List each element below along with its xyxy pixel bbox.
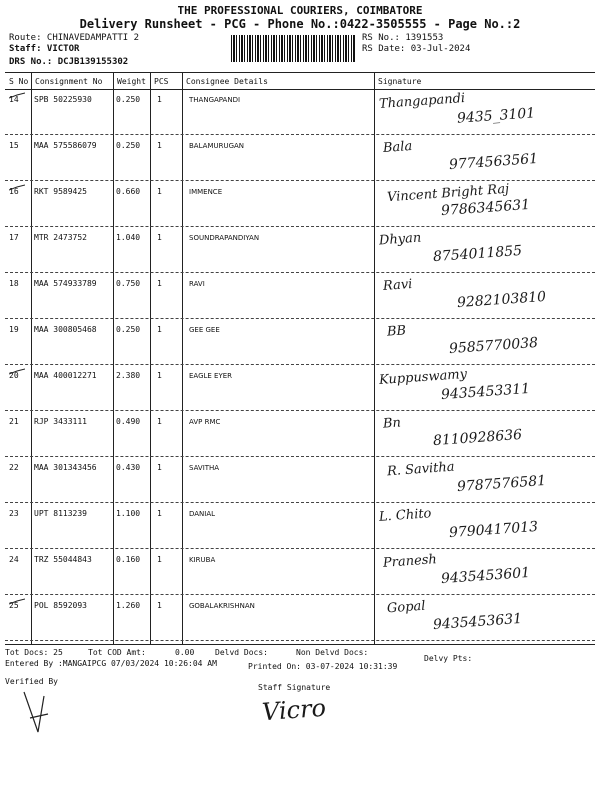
staff-label: Staff: VICTOR [9,44,80,54]
row-weight: 0.250 [116,325,141,334]
entered-by: Entered By :MANGAIPCG 07/03/2024 10:26:04 AM [5,659,217,668]
table-row [5,274,595,319]
row-separator [5,134,595,135]
row-consignee: AVP RMC [189,418,221,426]
row-consignment-no: MAA 400012271 [34,371,97,380]
header-weight: Weight [117,77,146,86]
row-separator [5,456,595,457]
row-separator [5,640,595,641]
row-pcs: 1 [157,417,162,426]
row-signature-phone: 9787576581 [456,472,547,496]
row-sno: 21 [9,417,19,426]
table-row [5,596,595,641]
row-consignee: KIRUBA [189,556,216,564]
row-sno: 17 [9,233,19,242]
table-row [5,228,595,273]
row-weight: 0.250 [116,141,141,150]
company-title: THE PROFESSIONAL COURIERS, COIMBATORE [177,4,423,17]
non-delivered-docs: Non Delvd Docs: [296,648,369,657]
table-top-rule [5,72,595,73]
row-weight: 1.260 [116,601,141,610]
table-row [5,90,595,135]
row-signature: L. Chito [378,506,432,525]
row-consignment-no: MAA 575586079 [34,141,97,150]
row-consignee: GOBALAKRISHNAN [189,602,255,610]
tick-mark [9,184,25,192]
row-weight: 0.250 [116,95,141,104]
route-label: Route: CHINAVEDAMPATTI 2 [9,33,140,43]
row-weight: 1.040 [116,233,141,242]
header-consignee: Consignee Details [186,77,268,86]
row-consignee: EAGLE EYER [189,372,233,380]
row-weight: 0.660 [116,187,141,196]
row-consignee: BALAMURUGAN [189,142,245,150]
row-sno: 22 [9,463,19,472]
row-sno: 19 [9,325,19,334]
table-row [5,182,595,227]
total-cod-amount: 0.00 [175,648,195,657]
row-weight: 0.430 [116,463,141,472]
row-consignment-no: TRZ 55044843 [34,555,92,564]
row-separator [5,226,595,227]
rs-date: RS Date: 03-Jul-2024 [362,44,471,54]
row-consignment-no: RKT 9589425 [34,187,87,196]
row-separator [5,594,595,595]
row-signature-phone: 9786345631 [440,196,531,220]
row-pcs: 1 [157,463,162,472]
table-row [5,320,595,365]
row-signature-phone: 8110928636 [432,426,523,450]
barcode [231,35,355,62]
row-pcs: 1 [157,233,162,242]
row-consignment-no: POL 8592093 [34,601,87,610]
row-sno: 16 [9,187,19,196]
table-row [5,458,595,503]
row-separator [5,318,595,319]
row-sno: 25 [9,601,19,610]
staff-signature-mark: Vicro [261,693,327,727]
row-consignee: GEE GEE [189,326,220,334]
table-row [5,136,595,181]
row-consignee: DANIAL [189,510,216,518]
header-consignment: Consignment No [35,77,103,86]
delivered-docs: Delvd Docs: [215,648,268,657]
table-row [5,550,595,595]
row-signature: Bala [382,138,413,157]
printed-on: Printed On: 03-07-2024 10:31:39 [248,662,398,671]
row-consignee: IMMENCE [189,188,223,196]
row-signature-phone: 9282103810 [456,288,547,312]
row-sno: 23 [9,509,19,518]
row-signature: Ravi [382,276,413,295]
row-separator [5,548,595,549]
row-consignee: THANGAPANDI [189,96,241,104]
row-weight: 0.160 [116,555,141,564]
row-pcs: 1 [157,509,162,518]
row-pcs: 1 [157,187,162,196]
row-signature-phone: 9774563561 [448,150,539,174]
verified-by-label: Verified By [5,677,58,686]
header-signature: Signature [378,77,422,86]
row-sno: 14 [9,95,19,104]
total-cod-label: Tot COD Amt: [88,648,146,657]
table-bottom-rule [5,644,595,645]
row-signature: Kuppuswamy [378,366,468,389]
row-signature-phone: 9435453601 [440,564,531,588]
tick-mark [9,92,25,100]
row-consignment-no: MAA 301343456 [34,463,97,472]
row-signature-phone: 9585770038 [448,334,539,358]
row-separator [5,272,595,273]
table-row [5,366,595,411]
row-signature-phone: 9435453631 [432,610,523,634]
row-weight: 0.750 [116,279,141,288]
tick-mark [9,598,25,606]
row-signature: BB [386,323,407,340]
row-signature: Bn [382,415,402,432]
row-pcs: 1 [157,325,162,334]
row-consignment-no: MAA 300805468 [34,325,97,334]
row-consignment-no: MTR 2473752 [34,233,87,242]
row-separator [5,364,595,365]
runsheet-title: Delivery Runsheet - PCG - Phone No.:0422-3505555 - Page No.:2 [79,17,521,31]
rs-number: RS No.: 1391553 [362,33,444,43]
row-consignment-no: SPB 50225930 [34,95,92,104]
row-signature: Vincent Bright Raj [386,181,510,206]
row-signature-phone: 9435453311 [440,380,531,404]
tick-mark [9,368,25,376]
header-pcs: PCS [154,77,169,86]
row-signature: Dhyan [378,230,422,249]
verifier-signature [22,688,52,738]
row-pcs: 1 [157,601,162,610]
row-consignee: SOUNDRAPANDIYAN [189,234,260,242]
row-pcs: 1 [157,141,162,150]
row-pcs: 1 [157,371,162,380]
row-sno: 24 [9,555,19,564]
row-pcs: 1 [157,95,162,104]
row-sno: 15 [9,141,19,150]
row-separator [5,410,595,411]
table-row [5,412,595,457]
table-row [5,504,595,549]
row-pcs: 1 [157,555,162,564]
row-sno: 20 [9,371,19,380]
row-consignee: RAVI [189,280,205,288]
row-signature-phone: 8754011855 [432,242,523,266]
drs-number: DRS No.: DCJB139155302 [9,57,129,67]
total-docs: Tot Docs: 25 [5,648,63,657]
row-signature-phone: 9435_3101 [456,105,536,127]
row-weight: 0.490 [116,417,141,426]
row-signature-phone: 9790417013 [448,518,539,542]
row-separator [5,502,595,503]
row-sno: 18 [9,279,19,288]
row-consignment-no: MAA 574933789 [34,279,97,288]
row-consignment-no: RJP 3433111 [34,417,87,426]
row-consignee: SAVITHA [189,464,220,472]
header-sno: S No [9,77,29,86]
row-signature: Thangapandi [378,91,466,112]
row-weight: 2.380 [116,371,141,380]
row-signature: Gopal [386,598,426,617]
row-weight: 1.100 [116,509,141,518]
row-consignment-no: UPT 8113239 [34,509,87,518]
row-pcs: 1 [157,279,162,288]
staff-signature-label: Staff Signature [258,683,331,692]
delivery-points: Delvy Pts: [424,654,473,663]
row-signature: R. Savitha [386,459,456,480]
row-signature: Pranesh [382,552,438,571]
